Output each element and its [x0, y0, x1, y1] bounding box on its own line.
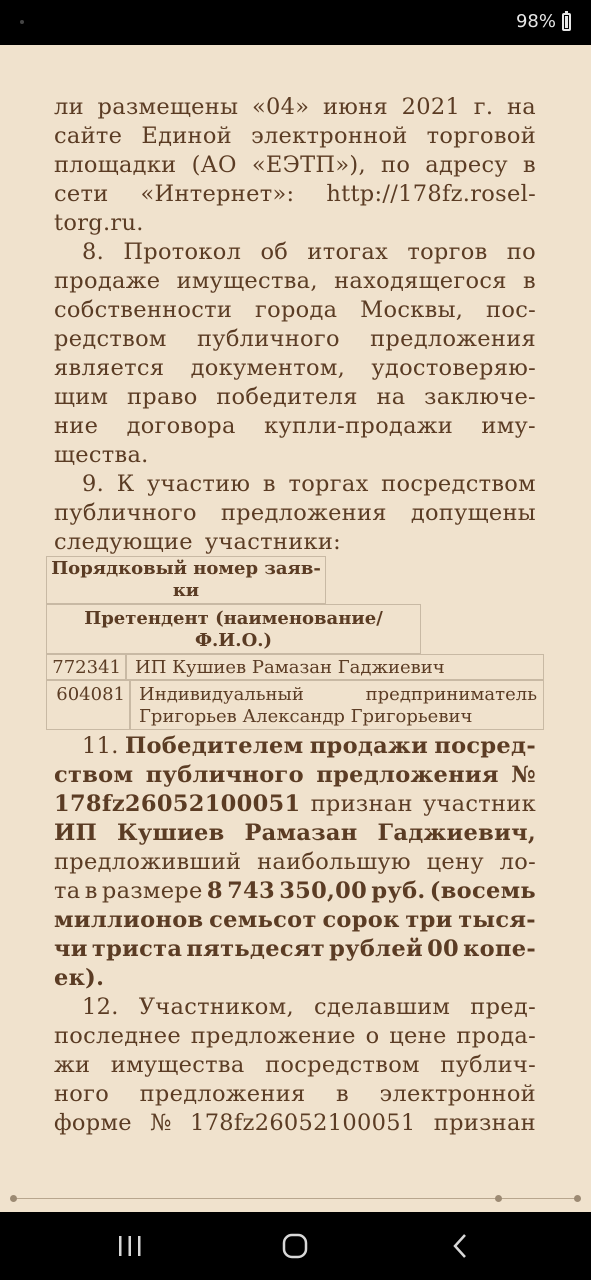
text-line [54, 1080, 536, 1109]
text-word: пятьдесят [186, 936, 325, 962]
text-word: признан [433, 1110, 536, 1136]
text-word: тыся- [458, 907, 536, 933]
text-word: 12. [82, 994, 119, 1020]
name-word: Индивидуальный [139, 684, 304, 705]
text-word: площадки [54, 152, 177, 178]
text-word: щим [54, 384, 109, 410]
navigation-bar [0, 1212, 591, 1280]
text-word: сделавшим [313, 994, 451, 1020]
text-line [54, 122, 536, 151]
text-line [54, 732, 536, 761]
text-line [54, 848, 536, 877]
text-word: публич- [440, 1052, 536, 1078]
text-word: (восемь [429, 878, 536, 904]
text-word: миллионов [54, 907, 204, 933]
text-word: та [54, 878, 81, 904]
text-word: «04» [251, 94, 310, 120]
text-word: три [405, 907, 453, 933]
text-word: 350,00 [279, 878, 368, 904]
name-line [139, 684, 537, 706]
notification-dot-icon [20, 20, 24, 24]
text-word: об [260, 239, 289, 265]
text-line [54, 93, 536, 122]
text-word: участник [422, 791, 536, 817]
text-line [54, 470, 536, 499]
text-word: следующие [54, 529, 193, 555]
text-line [54, 180, 536, 209]
text-word: участники: [204, 529, 342, 555]
text-word: посредством [265, 1052, 420, 1078]
paragraph-8 [54, 238, 536, 470]
text-word: в [336, 1081, 349, 1107]
text-line [54, 1051, 536, 1080]
text-word: договора [126, 413, 236, 439]
text-word: публичного [145, 762, 304, 788]
battery-icon [562, 13, 571, 31]
text-word: К [116, 471, 135, 497]
text-word: ек [54, 965, 86, 991]
text-word: предложения [316, 762, 499, 788]
text-word: июня [322, 94, 388, 120]
text-word: является [54, 355, 165, 381]
text-word: о [365, 1023, 380, 1049]
text-word: в [523, 268, 536, 294]
text-word: «Интернет»: [140, 181, 295, 207]
text-word: публичного [197, 326, 340, 352]
text-word: по [381, 152, 411, 178]
home-button[interactable] [265, 1228, 325, 1264]
text-word: редством [54, 326, 167, 352]
text-word: ние [54, 413, 99, 439]
text-word: триста [91, 936, 183, 962]
text-word: победителя [216, 384, 358, 410]
table-cell-name: ИП Кушиев Рамазан Гаджиевич [126, 654, 544, 680]
progress-start-marker [10, 1195, 17, 1202]
text-word: (АО [191, 152, 237, 178]
text-word: сайте [54, 123, 123, 149]
text-line [54, 499, 536, 528]
recents-button[interactable] [100, 1228, 160, 1264]
text-word: 00 [427, 936, 459, 962]
paragraph-7-continuation [54, 93, 536, 238]
text-line [54, 790, 536, 819]
text-word: сети [54, 181, 109, 207]
text-word: иму- [481, 413, 536, 439]
text-word: имущества, [176, 268, 318, 294]
progress-track [14, 1198, 577, 1199]
text-word: наибольшую [257, 849, 411, 875]
text-word: итогах [307, 239, 389, 265]
text-word: http://178fz.rosel- [326, 181, 536, 207]
text-word: 178fz26052100051 [54, 791, 301, 817]
text-line [54, 209, 536, 238]
text-word: Протокол [123, 239, 242, 265]
header-number-line: ки [172, 580, 200, 601]
text-word: имущества [110, 1052, 245, 1078]
text-word: продажи [309, 733, 429, 759]
text-word: ного [54, 1081, 110, 1107]
progress-thumb[interactable] [495, 1195, 502, 1202]
text-line [54, 935, 536, 964]
text-line [54, 1109, 536, 1138]
text-word: торгов [407, 239, 488, 265]
progress-end-marker [574, 1195, 581, 1202]
text-word: города [255, 297, 338, 323]
text-word: 2021 [401, 94, 461, 120]
text-word: ). [85, 965, 105, 991]
text-word: на [376, 384, 406, 410]
text-line [54, 1022, 536, 1051]
text-line [54, 296, 536, 325]
text-word: заключе- [424, 384, 536, 410]
text-word: в [262, 471, 276, 497]
text-word: участию [147, 471, 251, 497]
text-line [54, 325, 536, 354]
text-word: Москвы, [360, 297, 464, 323]
table-cell-name [130, 680, 544, 730]
text-word: 8. [82, 239, 105, 265]
battery-indicator [516, 11, 571, 32]
text-word: ли [54, 94, 84, 120]
recents-icon [117, 1234, 143, 1258]
header-applicant-line: Ф.И.О.) [194, 630, 273, 651]
text-word: torg.ru. [54, 210, 144, 236]
reading-progress-bar[interactable] [10, 1194, 581, 1204]
text-word: щества. [54, 442, 149, 468]
text-word: ством [54, 762, 134, 788]
text-word: цену [426, 849, 484, 875]
table-cell-number: 772341 [46, 654, 126, 680]
home-icon [281, 1232, 309, 1260]
text-line [54, 151, 536, 180]
text-line [54, 354, 536, 383]
text-word: пос- [486, 297, 536, 323]
text-word: право [127, 384, 198, 410]
text-word: Участником, [138, 994, 294, 1020]
text-word: 743 [227, 878, 275, 904]
text-word: электронной [379, 1081, 536, 1107]
text-word: г. [473, 94, 494, 120]
header-applicant-line: Претендент (наименование/ [84, 608, 383, 629]
text-word: чи [54, 936, 88, 962]
text-word: жи [54, 1052, 91, 1078]
battery-percent: 98% [515, 11, 556, 32]
text-line [54, 383, 536, 412]
text-word: торговой [426, 123, 536, 149]
text-word: предложивший [54, 849, 242, 875]
text-line [54, 441, 536, 470]
text-word: предложения [370, 326, 536, 352]
text-line [54, 877, 536, 906]
text-word: признан [310, 791, 413, 817]
text-line [54, 819, 536, 848]
text-word: № [511, 762, 536, 788]
text-word: посредством [381, 471, 536, 497]
text-word: публичного [54, 500, 197, 526]
status-bar [0, 0, 591, 45]
text-word: в [84, 878, 98, 904]
text-word: торгах [288, 471, 369, 497]
text-word: рублей [329, 936, 423, 962]
text-word: по [506, 239, 536, 265]
text-word: предложения [139, 1081, 306, 1107]
name-line: Григорьев Александр Григорьевич [139, 706, 473, 727]
name-word: предприниматель [365, 684, 537, 705]
text-word: в [522, 152, 536, 178]
text-word: размещены [97, 94, 239, 120]
text-word: документом, [190, 355, 346, 381]
text-word: Гаджиевич, [377, 820, 536, 846]
text-word: удостоверяю- [371, 355, 536, 381]
text-word: находящегося [334, 268, 507, 294]
header-number-line: Порядковый номер заяв- [51, 558, 321, 579]
text-word: прода- [456, 1023, 536, 1049]
text-word: размере [101, 878, 203, 904]
table-cell-number: 604081 [46, 680, 130, 730]
text-word: сорок [322, 907, 400, 933]
paragraph-11 [54, 732, 536, 993]
text-word: купли-продажи [264, 413, 454, 439]
text-word: копе- [463, 936, 536, 962]
back-button[interactable] [430, 1228, 490, 1264]
text-line [54, 993, 536, 1022]
text-word: 11. [82, 733, 119, 759]
text-word: посред- [434, 733, 536, 759]
text-word: руб. [371, 878, 426, 904]
paragraph-12 [54, 993, 536, 1138]
text-word: Победителем [124, 733, 304, 759]
text-word: 9. [82, 471, 105, 497]
text-word: предложения [220, 500, 387, 526]
reader-page[interactable] [0, 45, 591, 1212]
back-icon [450, 1232, 470, 1260]
text-word: Кушиев [117, 820, 225, 846]
text-line [54, 906, 536, 935]
text-word: № [150, 1110, 172, 1136]
text-word: последнее [54, 1023, 181, 1049]
text-word: 8 [206, 878, 223, 904]
header-applicant [46, 604, 421, 654]
text-line [54, 761, 536, 790]
text-word: допущены [410, 500, 536, 526]
text-word: адресу [425, 152, 508, 178]
text-word: «ЕЭТП»), [251, 152, 366, 178]
text-word: Единой [141, 123, 232, 149]
text-word: форме [54, 1110, 132, 1136]
text-word: электронной [251, 123, 408, 149]
header-application-number [46, 556, 326, 604]
text-word: 178fz26052100051 [190, 1110, 416, 1136]
text-word: пред- [470, 994, 536, 1020]
text-word: цене [389, 1023, 447, 1049]
text-word: предложение [190, 1023, 356, 1049]
text-line [54, 238, 536, 267]
text-word: собственности [54, 297, 233, 323]
text-word: продаже [54, 268, 161, 294]
paragraph-9 [54, 470, 536, 557]
text-line [54, 267, 536, 296]
text-word: ло- [499, 849, 536, 875]
text-line [54, 964, 536, 993]
text-word: семьсот [209, 907, 317, 933]
text-line [54, 412, 536, 441]
text-line [54, 528, 536, 557]
text-word: Рамазан [244, 820, 358, 846]
text-word: ИП [54, 820, 98, 846]
text-word: на [506, 94, 536, 120]
